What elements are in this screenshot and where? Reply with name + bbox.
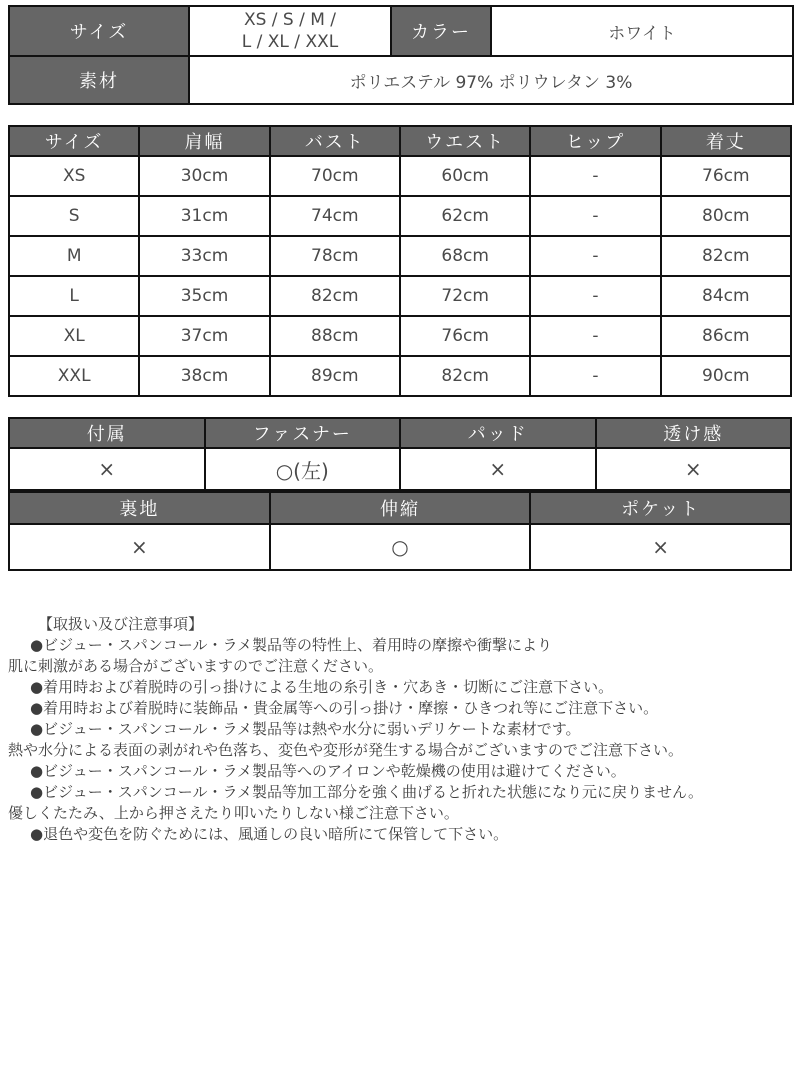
features-value-row-2 <box>9 524 791 570</box>
care-notes <box>8 614 792 845</box>
cell-hip: - <box>530 276 660 316</box>
cell-waist: 60cm <box>400 156 530 196</box>
note-line: ●ビジュー・スパンコール・ラメ製品等加工部分を強く曲げると折れた状態になり元に戻りません。 <box>30 783 703 801</box>
feature-value-sheerness: × <box>596 448 792 490</box>
cell-waist: 82cm <box>400 356 530 396</box>
measurements-table <box>8 125 792 397</box>
cell-length: 76cm <box>661 156 791 196</box>
note-line: ●ビジュー・スパンコール・ラメ製品等へのアイロンや乾燥機の使用は避けてください。 <box>30 762 626 780</box>
col-header-bust: バスト <box>270 126 400 156</box>
cell-hip: - <box>530 196 660 236</box>
material-header-cell: 素材 <box>9 56 189 104</box>
cell-length: 90cm <box>661 356 791 396</box>
feature-value-lining: × <box>9 524 270 570</box>
note-line: 優しくたたみ、上から押さえたり叩いたりしない様ご注意下さい。 <box>8 804 459 822</box>
features-header-row-2 <box>9 492 791 524</box>
cell-bust: 89cm <box>270 356 400 396</box>
measurements-header-row <box>9 126 791 156</box>
table-row-xxl <box>9 356 791 396</box>
col-header-hip: ヒップ <box>530 126 660 156</box>
color-value-cell: ホワイト <box>491 6 793 56</box>
cell-length: 82cm <box>661 236 791 276</box>
col-header-length: 着丈 <box>661 126 791 156</box>
cell-bust: 78cm <box>270 236 400 276</box>
summary-row-material <box>9 56 793 104</box>
note-line: ●着用時および着脱時の引っ掛けによる生地の糸引き・穴あき・切断にご注意下さい。 <box>30 678 614 696</box>
col-header-shoulder: 肩幅 <box>139 126 269 156</box>
cell-size: XS <box>9 156 139 196</box>
feature-header-sheerness: 透け感 <box>596 418 792 448</box>
feature-header-lining: 裏地 <box>9 492 270 524</box>
note-line: 熱や水分による表面の剥がれや色落ち、変色や変形が発生する場合がございますのでご注意下さい。 <box>8 741 684 759</box>
feature-value-fastener: ○(左) <box>205 448 401 490</box>
features-value-row-1 <box>9 448 791 490</box>
table-row-xs <box>9 156 791 196</box>
feature-header-accessory: 付属 <box>9 418 205 448</box>
cell-size: M <box>9 236 139 276</box>
cell-bust: 88cm <box>270 316 400 356</box>
col-header-waist: ウエスト <box>400 126 530 156</box>
feature-header-fastener: ファスナー <box>205 418 401 448</box>
table-row-l <box>9 276 791 316</box>
table-row-m <box>9 236 791 276</box>
feature-value-pocket: × <box>530 524 791 570</box>
cell-length: 86cm <box>661 316 791 356</box>
cell-bust: 82cm <box>270 276 400 316</box>
cell-hip: - <box>530 156 660 196</box>
cell-size: XL <box>9 316 139 356</box>
feature-value-accessory: × <box>9 448 205 490</box>
note-line: 肌に刺激がある場合がございますのでご注意ください。 <box>8 657 384 675</box>
table-row-s <box>9 196 791 236</box>
table-row-xl <box>9 316 791 356</box>
cell-size: L <box>9 276 139 316</box>
summary-row-size-color <box>9 6 793 56</box>
size-value-line1: XS / S / M / <box>243 10 337 30</box>
summary-table <box>8 5 794 105</box>
col-header-size: サイズ <box>9 126 139 156</box>
size-value-line2: L / XL / XXL <box>241 32 339 52</box>
cell-shoulder: 38cm <box>139 356 269 396</box>
feature-header-pocket: ポケット <box>530 492 791 524</box>
color-header-cell: カラー <box>391 6 491 56</box>
cell-waist: 76cm <box>400 316 530 356</box>
cell-hip: - <box>530 356 660 396</box>
cell-shoulder: 33cm <box>139 236 269 276</box>
note-line: ●着用時および着脱時に装飾品・貴金属等への引っ掛け・摩擦・ひきつれ等にご注意下さい。 <box>30 699 659 717</box>
cell-length: 80cm <box>661 196 791 236</box>
cell-length: 84cm <box>661 276 791 316</box>
cell-shoulder: 31cm <box>139 196 269 236</box>
features-table-1 <box>8 417 792 491</box>
material-value-cell: ポリエステル 97% ポリウレタン 3% <box>189 56 793 104</box>
note-line: ●ビジュー・スパンコール・ラメ製品等の特性上、着用時の摩擦や衝撃により <box>30 636 553 654</box>
cell-bust: 70cm <box>270 156 400 196</box>
cell-shoulder: 30cm <box>139 156 269 196</box>
cell-shoulder: 35cm <box>139 276 269 316</box>
note-line: ●ビジュー・スパンコール・ラメ製品等は熱や水分に弱いデリケートな素材です。 <box>30 720 581 738</box>
care-notes-title: 【取扱い及び注意事項】 <box>38 615 204 633</box>
feature-value-pad: × <box>400 448 596 490</box>
note-line: ●退色や変色を防ぐためには、風通しの良い暗所にて保管して下さい。 <box>30 825 509 843</box>
cell-bust: 74cm <box>270 196 400 236</box>
feature-value-stretch: ○ <box>270 524 531 570</box>
features-header-row-1 <box>9 418 791 448</box>
feature-header-pad: パッド <box>400 418 596 448</box>
size-value-cell <box>189 6 391 56</box>
cell-waist: 72cm <box>400 276 530 316</box>
cell-waist: 68cm <box>400 236 530 276</box>
cell-shoulder: 37cm <box>139 316 269 356</box>
feature-header-stretch: 伸縮 <box>270 492 531 524</box>
cell-hip: - <box>530 236 660 276</box>
size-header-cell: サイズ <box>9 6 189 56</box>
cell-size: S <box>9 196 139 236</box>
cell-hip: - <box>530 316 660 356</box>
cell-size: XXL <box>9 356 139 396</box>
features-table-2 <box>8 491 792 571</box>
cell-waist: 62cm <box>400 196 530 236</box>
